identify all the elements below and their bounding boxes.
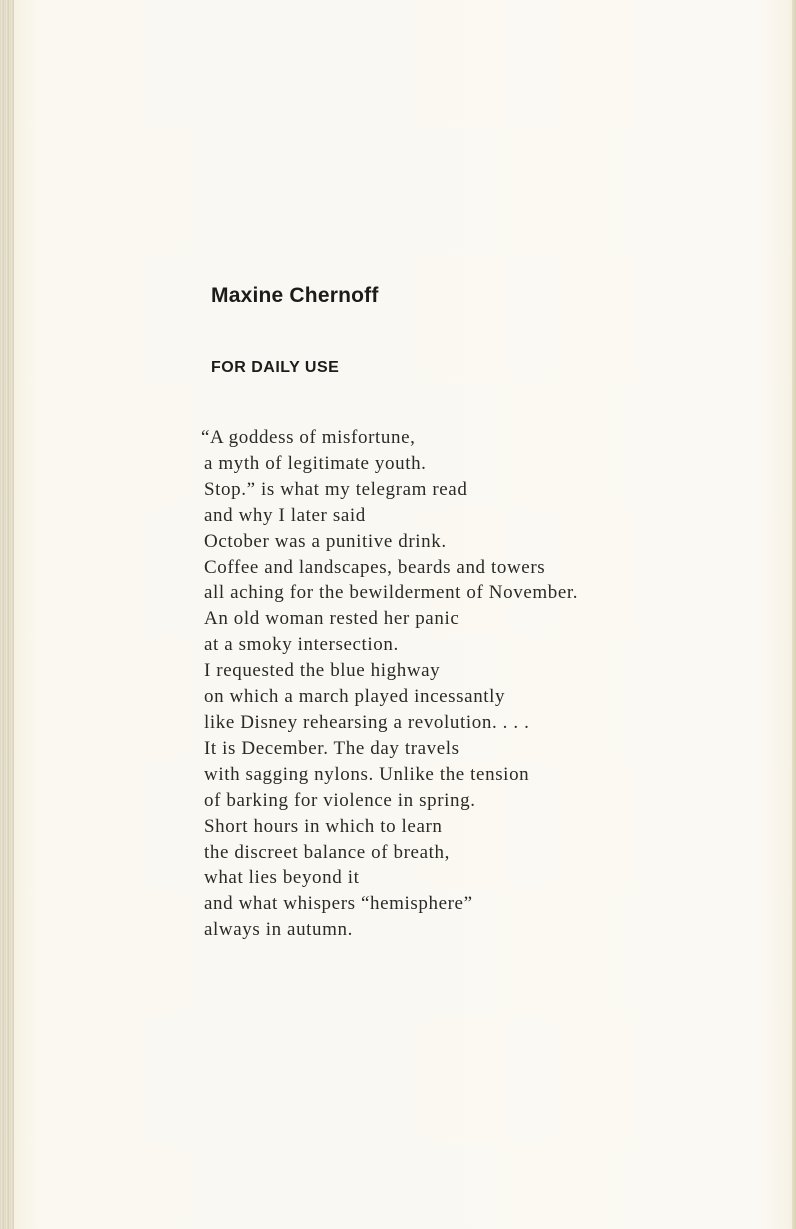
poem-title: FOR DAILY USE bbox=[211, 359, 340, 376]
poem-line: a myth of legitimate youth. bbox=[204, 452, 427, 474]
poem-line: I requested the blue highway bbox=[204, 660, 441, 682]
poem-line: It is December. The day travels bbox=[204, 737, 460, 759]
poem-line: on which a march played incessantly bbox=[204, 686, 506, 708]
author-name: Maxine Chernoff bbox=[211, 284, 379, 307]
poem-line: of barking for violence in spring. bbox=[204, 789, 476, 811]
page-edge-right bbox=[792, 0, 796, 1229]
poem-line: at a smoky intersection. bbox=[204, 634, 399, 656]
poem-line: Short hours in which to learn bbox=[204, 815, 443, 837]
poem-body bbox=[201, 425, 578, 943]
poem-line: An old woman rested her panic bbox=[204, 608, 460, 630]
poem-line: “A goddess of misfortune, bbox=[201, 427, 416, 448]
poem-line: October was a punitive drink. bbox=[204, 530, 447, 552]
poem-line: like Disney rehearsing a revolution. . . . bbox=[204, 711, 530, 733]
poem-line: what lies beyond it bbox=[204, 867, 360, 889]
poem-line: the discreet balance of breath, bbox=[204, 841, 450, 863]
poem-line: all aching for the bewilderment of November. bbox=[204, 582, 579, 604]
poem-line: with sagging nylons. Unlike the tension bbox=[204, 763, 530, 785]
poem-line: always in autumn. bbox=[204, 919, 353, 941]
page-edge-left bbox=[0, 0, 14, 1229]
poem-line: Coffee and landscapes, beards and towers bbox=[204, 556, 546, 578]
poem-line: and why I later said bbox=[204, 504, 366, 526]
poem-line: Stop.” is what my telegram read bbox=[204, 478, 468, 500]
poem-line: and what whispers “hemisphere” bbox=[204, 893, 473, 915]
